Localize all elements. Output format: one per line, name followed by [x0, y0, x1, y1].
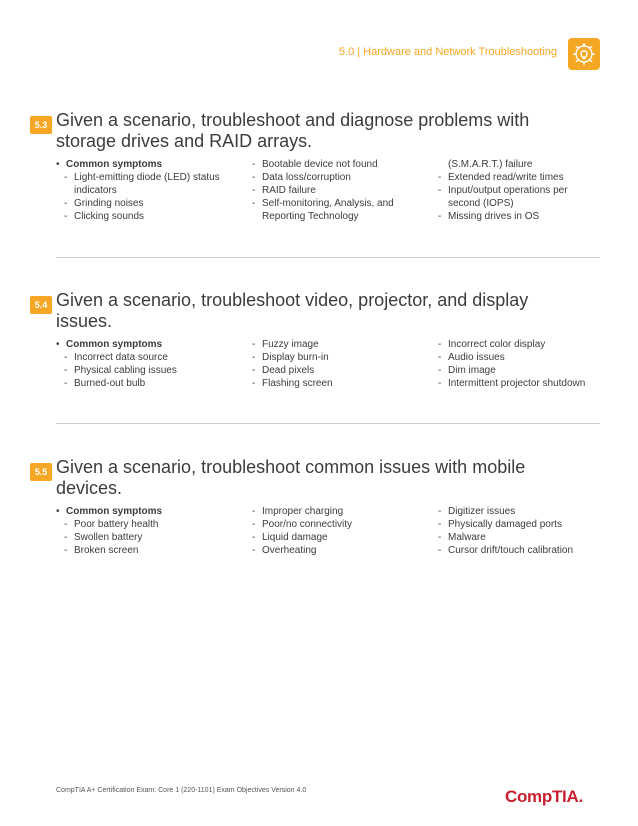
list-item: Dead pixels — [262, 365, 315, 376]
gear-lightbulb-icon — [568, 38, 600, 70]
list-item: Digitizer issues — [448, 506, 516, 517]
list-item: Liquid damage — [262, 532, 328, 543]
section-number-badge: 5.5 — [30, 463, 52, 481]
list-item: Bootable device not found — [262, 159, 378, 170]
footer-text: CompTIA A+ Certification Exam: Core 1 (220-1101) Exam Objectives Version 4.0 — [56, 787, 307, 794]
section-divider — [56, 423, 600, 424]
list-item: Incorrect data source — [74, 352, 168, 363]
list-item: Missing drives in OS — [448, 211, 540, 222]
list-item: Input/output operations per second (IOPS) — [448, 185, 568, 209]
section-number-badge: 5.4 — [30, 296, 52, 314]
list-item: Display burn-in — [262, 352, 329, 363]
symptoms-heading: Common symptoms — [66, 339, 163, 350]
list-item: Overheating — [262, 545, 317, 556]
list-item: Clicking sounds — [74, 211, 145, 222]
column-2: - Fuzzy image - Display burn-in - Dead pixels - Flashing screen — [252, 338, 432, 390]
section-divider — [56, 257, 600, 258]
list-item: Broken screen — [74, 545, 139, 556]
list-item: Grinding noises — [74, 198, 144, 209]
list-item: Poor/no connectivity — [262, 519, 353, 530]
list-item: Audio issues — [448, 352, 505, 363]
list-item: Malware — [448, 532, 486, 543]
list-item: Flashing screen — [262, 378, 333, 389]
column-1: • Common symptoms - Light-emitting diode (LED) status indicators - Grinding noises - Clicking sounds — [56, 158, 246, 223]
list-item: RAID failure — [262, 185, 316, 196]
section-5-4 — [30, 290, 602, 400]
section-title: Given a scenario, troubleshoot common issues with mobile devices. — [56, 457, 526, 498]
column-3: (S.M.A.R.T.) failure - Extended read/write times - Input/output operations per second (IOPS) - Missing drives in OS — [438, 158, 602, 223]
column-3: - Incorrect color display - Audio issues - Dim image - Intermittent projector shutdown — [438, 338, 602, 390]
list-item: Swollen battery — [74, 532, 143, 543]
column-1: • Common symptoms - Incorrect data source - Physical cabling issues - Burned-out bulb — [56, 338, 246, 390]
list-item: Data loss/corruption — [262, 172, 351, 183]
list-item: Physical cabling issues — [74, 365, 177, 376]
section-number-badge: 5.3 — [30, 116, 52, 134]
comptia-logo: CompTIA. — [505, 787, 583, 806]
column-3: - Digitizer issues - Physically damaged ports - Malware - Cursor drift/touch calibration — [438, 505, 602, 557]
list-item: Incorrect color display — [448, 339, 546, 350]
section-title: Given a scenario, troubleshoot video, projector, and display issues. — [56, 290, 529, 331]
list-item: Physically damaged ports — [448, 519, 562, 530]
symptoms-heading: Common symptoms — [66, 506, 163, 517]
section-5-3 — [30, 110, 602, 230]
list-item: Dim image — [448, 365, 496, 376]
header-title: 5.0 | Hardware and Network Troubleshooting — [338, 46, 557, 58]
list-item: Cursor drift/touch calibration — [448, 545, 574, 556]
list-item: Fuzzy image — [262, 339, 319, 350]
list-item-continuation: (S.M.A.R.T.) failure — [448, 159, 533, 170]
column-2: - Bootable device not found - Data loss/corruption - RAID failure - Self-monitoring, Analysis, and Reporting Technology — [252, 158, 432, 223]
symptoms-heading: Common symptoms — [66, 159, 163, 170]
list-item: Self-monitoring, Analysis, and Reporting Technology — [262, 198, 394, 222]
list-item: Burned-out bulb — [74, 378, 146, 389]
column-2: - Improper charging - Poor/no connectivity - Liquid damage - Overheating — [252, 505, 432, 557]
list-item: Extended read/write times — [448, 172, 564, 183]
list-item: Light-emitting diode (LED) status indicators — [74, 172, 220, 196]
section-title: Given a scenario, troubleshoot and diagnose problems with storage drives and RAID arrays. — [56, 110, 530, 151]
section-5-5 — [30, 457, 602, 567]
list-item: Intermittent projector shutdown — [448, 378, 586, 389]
column-1: • Common symptoms - Poor battery health - Swollen battery - Broken screen — [56, 505, 246, 557]
list-item: Improper charging — [262, 506, 344, 517]
list-item: Poor battery health — [74, 519, 159, 530]
